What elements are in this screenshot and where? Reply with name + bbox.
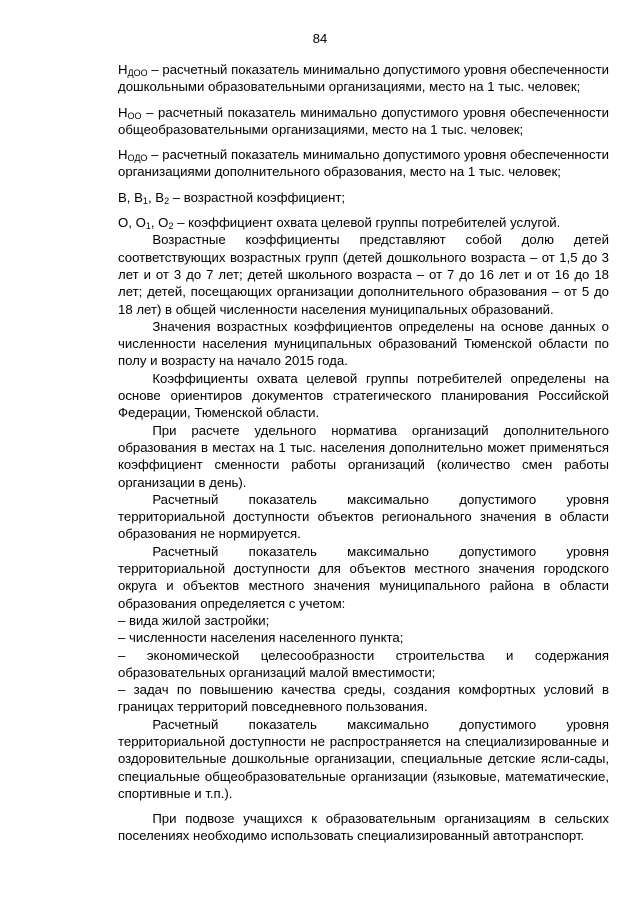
paragraph-transport: При подвозе учащихся к образовательным организациям в сельских поселениях необходимо использовать специализированный автотранспорт. bbox=[118, 811, 609, 844]
paragraph-local-access: Расчетный показатель максимально допустимого уровня территориальной доступности для объектов местного значения городского округа и объектов местного значения муниципального района в области образования определяется с учетом: bbox=[118, 543, 609, 611]
paragraph-coverage: Коэффициенты охвата целевой группы потребителей определены на основе ориентиров документов стратегического планирования Российской Федерации, Тюменской области. bbox=[118, 370, 609, 421]
definition-text: – расчетный показатель минимально допустимого уровня обеспеченности организациями дополнительного образования, место на 1 тыс. человек; bbox=[118, 147, 609, 180]
definition-coverage-coefficient bbox=[118, 214, 609, 231]
paragraph-age-coefficients: Возрастные коэффициенты представляют собой долю детей соответствующих возрастных групп (детей дошкольного возраста – от 1,5 до 3 лет и от 3 до 7 лет; детей школьного возраста – от 7 до 16 лет и от 16 до 18 лет; детей, посещающих организации дополнительного образования – от 5 до 18 лет) в общей численности населения муниципальных образований. bbox=[118, 232, 609, 317]
symbol: Н bbox=[118, 62, 128, 77]
symbol-subscript: ОДО bbox=[127, 153, 148, 164]
symbol: Н bbox=[118, 147, 128, 163]
definition-age-coefficient bbox=[118, 189, 609, 206]
definition-ndoo bbox=[118, 61, 609, 96]
symbol: Н bbox=[118, 104, 128, 120]
definition-noo bbox=[118, 104, 609, 139]
symbol-subscript: 1 bbox=[145, 221, 151, 232]
paragraph-regional-access: Расчетный показатель максимально допустимого уровня территориальной доступности объектов регионального значения в области образования не нормируется. bbox=[118, 491, 609, 542]
definition-nodo bbox=[118, 146, 609, 181]
document-body bbox=[118, 61, 609, 845]
list-item: – численности населения населенного пункта; bbox=[118, 630, 404, 646]
definition-text: – расчетный показатель минимально допустимого уровня обеспеченности дошкольными образовательными организациями, место на 1 тыс. человек; bbox=[118, 62, 609, 95]
definition-text: – коэффициент охвата целевой группы потребителей услугой. bbox=[173, 215, 561, 231]
list-item: – задач по повышению качества среды, создания комфортных условий в границах территорий повседневного пользования. bbox=[118, 682, 609, 715]
paragraph-special-organizations: Расчетный показатель максимально допустимого уровня территориальной доступности не распространяется на специализированные и оздоровительные дошкольные организации, специальные детские ясли-сады, специальные общеобразовательные организации (языковые, математические, спортивные и т.п.). bbox=[118, 716, 609, 801]
symbol-subscript: 1 bbox=[142, 195, 148, 206]
symbol-subscript: 2 bbox=[168, 221, 174, 232]
paragraph-shift-coefficient: При расчете удельного норматива организаций дополнительного образования в местах на 1 тыс. населения дополнительно может применяться коэффициент сменности работы организаций (количество смен работы организации в день). bbox=[118, 422, 609, 490]
paragraph-age-values: Значения возрастных коэффициентов определены на основе данных о численности населения муниципальных образований Тюменской области по полу и возрасту на начало 2015 года. bbox=[118, 318, 609, 369]
list-item: – вида жилой застройки; bbox=[118, 612, 270, 628]
symbol: , О bbox=[150, 215, 169, 231]
symbol: , В bbox=[147, 189, 165, 205]
definition-text: – возрастной коэффициент; bbox=[169, 189, 346, 205]
symbol: В, В bbox=[118, 189, 143, 205]
symbol-subscript: 2 bbox=[164, 195, 170, 206]
symbol: О, О bbox=[118, 215, 146, 231]
symbol-subscript: ДОО bbox=[127, 68, 148, 78]
definition-text: – расчетный показатель минимально допустимого уровня обеспеченности общеобразовательными организациями, место на 1 тыс. человек; bbox=[118, 104, 609, 137]
page-number: 84 bbox=[312, 31, 328, 46]
list-item: – экономической целесообразности строительства и содержания образовательных организаций малой вместимости; bbox=[118, 647, 609, 680]
symbol-subscript: ОО bbox=[127, 110, 142, 121]
